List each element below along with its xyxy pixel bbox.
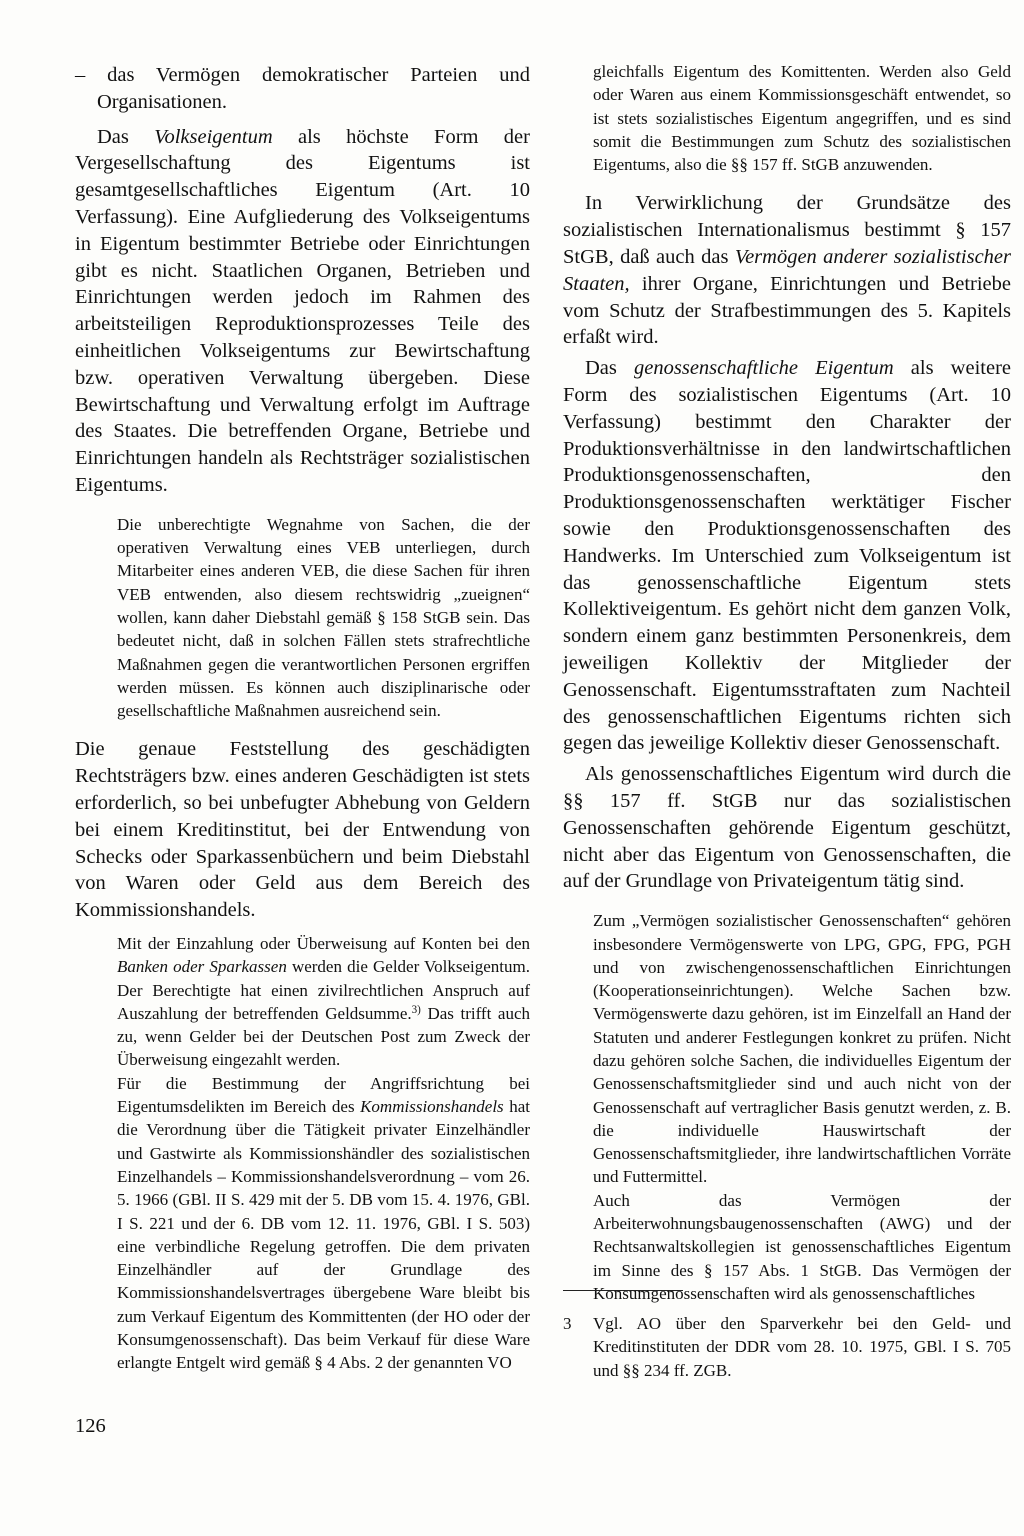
paragraph-volkseigentum: Das Volkseigentum als höchste Form der Vergesellschaftung des Eigentums ist gesamtgesellschaftliches Eigentum (Art. 10 Verfassung). Eine Aufgliederung des Volkseigentums in Eigentum bestimmter Betriebe oder Einrichtungen gibt es nicht. Staatlichen Organen, Betrieben und Einrichtungen werden jedoch im Rahmen des arbeitsteiligen Reproduktionsprozesses Teile des einheitlichen Volkseigentums zur Bewirtschaftung bzw. operativen Verwaltung übergeben. Diese Bewirtschaftung und Verwaltung erfolgt im Auftrage des Staates. Die betreffenden Organe, Betriebe und Einrichtungen handeln als Rechtsträger sozialistischen Eigentums. [75,125,530,496]
footnote-3 [563,1312,1011,1382]
note-continuation: gleichfalls Eigentum des Komittenten. Werden also Geld oder Waren aus einem Kommissionsgeschäft entwendet, so ist stets sozialistisches Eigentum angegriffen, und es sind somit die Bestimmungen zum Schutz des sozialistischen Eigentums, also die §§ 157 ff. StGB anzuwenden. [593,62,1011,175]
note-vermoegen-genossenschaften: Zum „Vermögen sozialistischer Genossenschaften“ gehören insbesondere Vermögenswerte von LPG, GPG, FPG, PGH und von zwischengenossenschaftlichen Einrichtungen (Kooperationseinrichtungen). Welche Sachen bzw. Vermögenswerte dazu gehören, ist im Einzelfall an Hand der Statuten und anderer Festlegungen konkret zu prüfen. Nicht dazu gehören solche Sachen, die individuelles Eigentum der Genossenschaftsmitglieder sind und auch nicht von der Genossenschaft auf vertraglicher Basis genutzt werden, z. B. die individuelle Hauswirtschaft der Genossenschaftsmitglieder, ihre landwirtschaftlichen Vorräte und Futtermittel. [593,911,1011,1187]
footnote-text: Vgl. AO über den Sparverkehr bei den Geld- und Kreditinstituten der DDR vom 28. 10. 1975, GBl. I S. 705 und §§ 234 ff. ZGB. [593,1314,1011,1380]
page-number: 126 [75,1415,106,1437]
note-einzahlung: Mit der Einzahlung oder Überweisung auf Konten bei den Banken oder Sparkassen werden die Gelder Volkseigentum. Der Berechtigte hat einen zivilrechtlichen Anspruch auf Auszahlung der betreffenden Geldsumme.$^{3)}$ Das trifft auch zu, wenn Gelder bei der Deutschen Post zum Zweck der Überweisung eingezahlt werden. [117,934,530,1070]
note-kommissionshandel: Für die Bestimmung der Angriffsrichtung bei Eigentumsdelikten im Bereich des Kommissionshandels hat die Verordnung über die Tätigkeit privater Einzelhändler und Gastwirte als Kommissionshändler des sozialistischen Einzelhandels – Kommissionshandelsverordnung – vom 26. 5. 1966 (GBl. II S. 429 mit der 5. DB vom 15. 4. 1976, GBl. I S. 221 und der 6. DB vom 12. 11. 1976, GBl. I S. 503) eine verbindliche Regelung getroffen. Die dem privaten Einzelhändler auf der Grundlage des Kommissionshandelsvertrages übergebene Ware bleibt bis zum Verkauf Eigentum des Kommittenten (der HO oder der Konsumgenossenschaft). Das beim Verkauf für diese Ware erlangte Entgelt wird gemäß § 4 Abs. 2 der genannten VO [117,1073,530,1373]
paragraph-genossenschaftlich: Das genossenschaftliche Eigentum als weitere Form des sozialistischen Eigentums (Art. 10 Verfassung) bestimmt den Charakter der Produktionsverhältnisse in den landwirtschaftlichen Produktionsgenossenschaften, den Produktionsgenossenschaften werktätiger Fischer sowie den Produktionsgenossenschaften des Handwerks. Im Unterschied zum Volkseigentum ist das genossenschaftliche Eigentum stets Kollektiveigentum. Es gehört nicht dem ganzen Volk, sondern einem ganz bestimmten Personenkreis, dem jeweiligen Kollektiv der Mitglieder der Genossenschaft. Eigentumsstraftaten zum Nachteil des genossenschaftlichen Eigentums richten sich gegen das jeweilige Kollektiv dieser Genossenschaft. [563,357,1012,755]
footnote-ref-3: 3) [411,1003,421,1016]
paragraph-als-eigentum: Als genossenschaftliches Eigentum wird durch die §§ 157 ff. StGB nur das sozialistischen Genossenschaften gehörende Eigentum geschützt, nicht aber das Eigentum von Genossenschaften, die auf der Grundlage von Privateigentum tätig sind. [563,763,1011,893]
footnote-number: 3 [563,1314,572,1333]
list-item-parties: – das Vermögen demokratischer Parteien und Organisationen. [75,64,530,113]
note-unberechtigte-wegnahme: Die unberechtigte Wegnahme von Sachen, die der operativen Verwaltung eines VEB unterliegen, durch Mitarbeiter eines anderen VEB, die diese Sachen für ihren VEB entwenden, also diesem rechtswidrig „zueignen“ wollen, kann daher Diebstahl gemäß § 158 StGB sein. Das bedeutet nicht, daß in solchen Fällen stets strafrechtliche Maßnahmen gegen die verantwortlichen Personen ergriffen werden müssen. Es können auch disziplinarische oder gesellschaftliche Maßnahmen ausreichend sein. [117,514,530,721]
note-awg: Auch das Vermögen der Arbeiterwohnungsbaugenossenschaften (AWG) und der Rechtsanwaltskollegien ist genossenschaftliches Eigentum im Sinne des § 157 Abs. 1 StGB. Das Vermögen der Konsumgenossenschaften wird als genossenschaftliches [593,1190,1011,1303]
footnote-divider [563,1290,683,1291]
paragraph-feststellung: Die genaue Feststellung des geschädigten Rechtsträgers bzw. eines anderen Geschädigten ist stets erforderlich, so bei unbefugter Abhebung von Geldern bei einem Kreditinstitut, bei der Entwendung von Schecks oder Sparkassenbüchern und beim Diebstahl von Waren oder Geld aus dem Bereich des Kommissionshandels. [75,738,530,922]
right-column [563,62,1011,1305]
left-column [75,62,530,1375]
paragraph-internationalismus: In Verwirklichung der Grundsätze des sozialistischen Internationalismus bestimmt § 157 StGB, daß auch das Vermögen anderer sozialistischer Staaten, ihrer Organe, Einrichtungen und Betriebe vom Schutz der Strafbestimmungen des 5. Kapitels erfaßt wird. [563,192,1011,349]
